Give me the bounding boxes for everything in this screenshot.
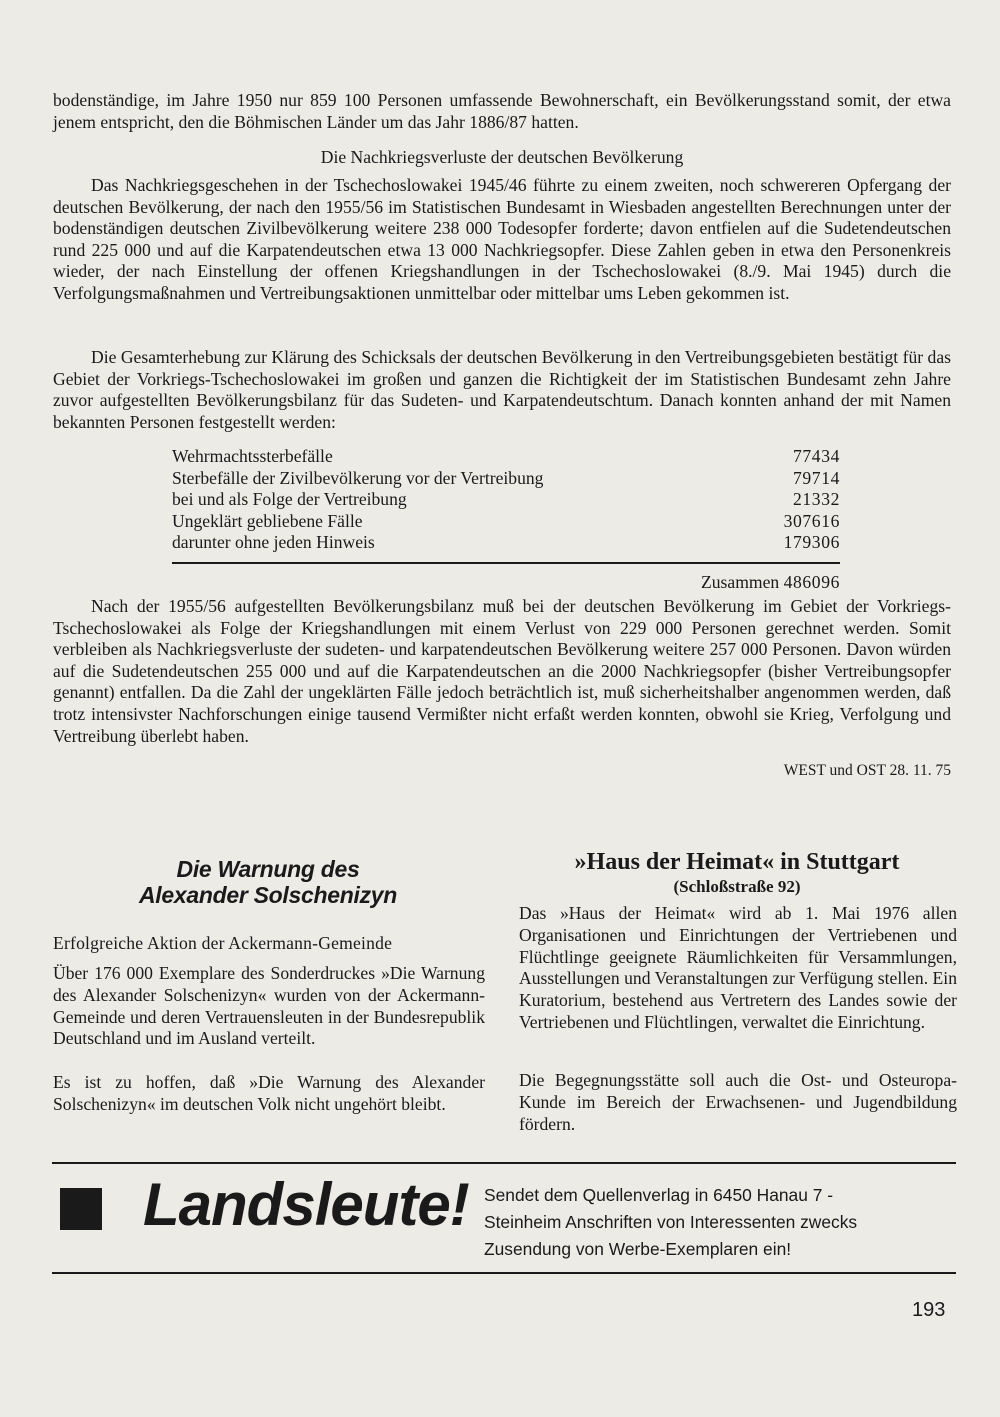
table-row-label: Wehrmachtssterbefälle bbox=[172, 446, 333, 466]
advert-title: Landsleute! bbox=[143, 1171, 469, 1238]
advert-line-3: Zusendung von Werbe-Exemplaren ein! bbox=[484, 1239, 792, 1259]
advert-top-rule bbox=[52, 1162, 956, 1164]
table-row-value: 79714 bbox=[793, 467, 840, 488]
advert-line-1: Sendet dem Quellenverlag in 6450 Hanau 7 - bbox=[484, 1185, 834, 1205]
table-row-value: 21332 bbox=[793, 489, 840, 510]
right-article-title: »Haus der Heimat« in Stuttgart bbox=[574, 849, 900, 875]
section-paragraph-3: Nach der 1955/56 aufgestellten Bevölkerungsbilanz muß bei der deutschen Bevölkerung im Gebiet der Vorkriegs-Tschechoslowakei als Folge der Kriegshandlungen mit einem Verlust von 229 000 Personen gerechnet werden. Somit verbleiben als Nachkriegsverluste der sudeten- und karpatendeutschen Bevölkerung weitere 257 000 Personen. Davon würden auf die Sudetendeutschen 255 000 und auf die Karpatendeutschen an die 2000 Nachkriegsopfer (bisher Vertreibungsopfer genannt) entfallen. Da die Zahl der ungeklärten Fälle jedoch beträchtlich ist, muß sicherheitshalber angenommen werden, daß trotz intensivster Nachforschungen einige tausend Vermißter nicht erfaßt werden konnten, obwohl sie Krieg, Verfolgung und Vertreibung überlebt haben. bbox=[53, 596, 951, 746]
left-article-title-line1: Die Warnung des bbox=[176, 856, 360, 882]
left-article-title bbox=[60, 856, 476, 908]
advert-bottom-rule bbox=[52, 1272, 956, 1274]
left-article-paragraph-2: Es ist zu hoffen, daß »Die Warnung des Alexander Solschenizyn« im deutschen Volk nicht ungehört bleibt. bbox=[53, 1072, 485, 1114]
left-article-paragraph-1: Über 176 000 Exemplare des Sonderdruckes »Die Warnung des Alexander Solschenizyn« wurden von der Ackermann-Gemeinde und deren Vertrauensleuten in der Bundesrepublik Deutschland und im Ausland verteilt. bbox=[53, 963, 485, 1049]
section-title: Die Nachkriegsverluste der deutschen Bevölkerung bbox=[320, 147, 684, 167]
table-row bbox=[172, 489, 840, 511]
table-row-label: darunter ohne jeden Hinweis bbox=[172, 532, 375, 553]
advert-line-2: Steinheim Anschriften von Interessenten zwecks bbox=[484, 1212, 858, 1232]
table-row-label: Ungeklärt gebliebene Fälle bbox=[172, 510, 363, 531]
table-row bbox=[172, 511, 840, 533]
left-article-title-line2: Alexander Solschenizyn bbox=[139, 882, 397, 908]
table-row-value: 307616 bbox=[783, 510, 840, 531]
right-article-paragraph-2: Die Begegnungsstätte soll auch die Ost- und Osteuropa-Kunde im Bereich der Erwachsenen- und Jugendbildung fördern. bbox=[519, 1070, 957, 1134]
table-row-value: 179306 bbox=[783, 532, 840, 553]
table-total-value: 486096 bbox=[783, 572, 840, 592]
table-row-label: Sterbefälle der Zivilbevölkerung vor der Vertreibung bbox=[172, 467, 544, 488]
right-article-subtitle: (Schloßstraße 92) bbox=[673, 877, 801, 896]
table-sum-divider bbox=[172, 562, 840, 564]
table-row-value: 77434 bbox=[793, 446, 840, 466]
section-paragraph-2: Die Gesamterhebung zur Klärung des Schicksals der deutschen Bevölkerung in den Vertreibungsgebieten bestätigt für das Gebiet der Vorkriegs-Tschechoslowakei im großen und ganzen die Richtigkeit der im Statistischen Bundesamt zehn Jahre zuvor aufgestellten Bevölkerungsbilanz für das Sudeten- und Karpatendeutschtum. Danach konnten anhand der mit Namen bekannten Personen festgestellt werden: bbox=[53, 347, 951, 432]
table-total-label: Zusammen bbox=[701, 572, 780, 592]
right-article-paragraph-1: Das »Haus der Heimat« wird ab 1. Mai 1976 allen Organisationen und Einrichtungen der Vertriebenen und Flüchtlinge geeignete Räumlichkeiten für Versammlungen, Ausstellungen und Veranstaltungen zur Verfügung stellen. Ein Kuratorium, bestehend aus Vertretern des Landes sowie der Vertriebenen und Flüchtlingen, verwaltet die Einrichtung. bbox=[519, 903, 957, 1032]
loss-table bbox=[172, 446, 840, 554]
table-row bbox=[172, 468, 840, 490]
left-article-subtitle: Erfolgreiche Aktion der Ackermann-Gemeinde bbox=[53, 933, 393, 953]
table-row bbox=[172, 532, 840, 554]
section-paragraph-1: Das Nachkriegsgeschehen in der Tschechoslowakei 1945/46 führte zu einem zweiten, noch schwereren Opfergang der deutschen Bevölkerung, der nach den 1955/56 im Statistischen Bundesamt in Wiesbaden angestellten Berechnungen unter der bodenständigen deutschen Zivilbevölkerung weitere 238 000 Todesopfer forderte; davon entfielen auf die Sudetendeutschen rund 225 000 und auf die Karpatendeutschen etwa 13 000 Nachkriegsopfer. Diese Zahlen geben in etwa den Personenkreis wieder, der nach Einstellung der offenen Kriegshandlungen in der Tschechoslowakei (8./9. Mai 1945) durch die Verfolgungsmaßnahmen und Vertreibungsaktionen unmittelbar oder mittelbar ums Leben gekommen ist. bbox=[53, 175, 951, 303]
page-number: 193 bbox=[912, 1299, 946, 1321]
advert-text bbox=[484, 1182, 964, 1263]
source-citation: WEST und OST 28. 11. 75 bbox=[783, 762, 951, 779]
intro-paragraph: bodenständige, im Jahre 1950 nur 859 100 Personen umfassende Bewohnerschaft, ein Bevölkerungsstand somit, der etwa jenem entspricht, den die Böhmischen Länder um das Jahr 1886/87 hatten. bbox=[53, 90, 951, 132]
table-row-label: bei und als Folge der Vertreibung bbox=[172, 489, 407, 510]
table-total bbox=[600, 572, 840, 594]
table-row bbox=[172, 446, 840, 468]
advert-black-square bbox=[60, 1188, 102, 1230]
